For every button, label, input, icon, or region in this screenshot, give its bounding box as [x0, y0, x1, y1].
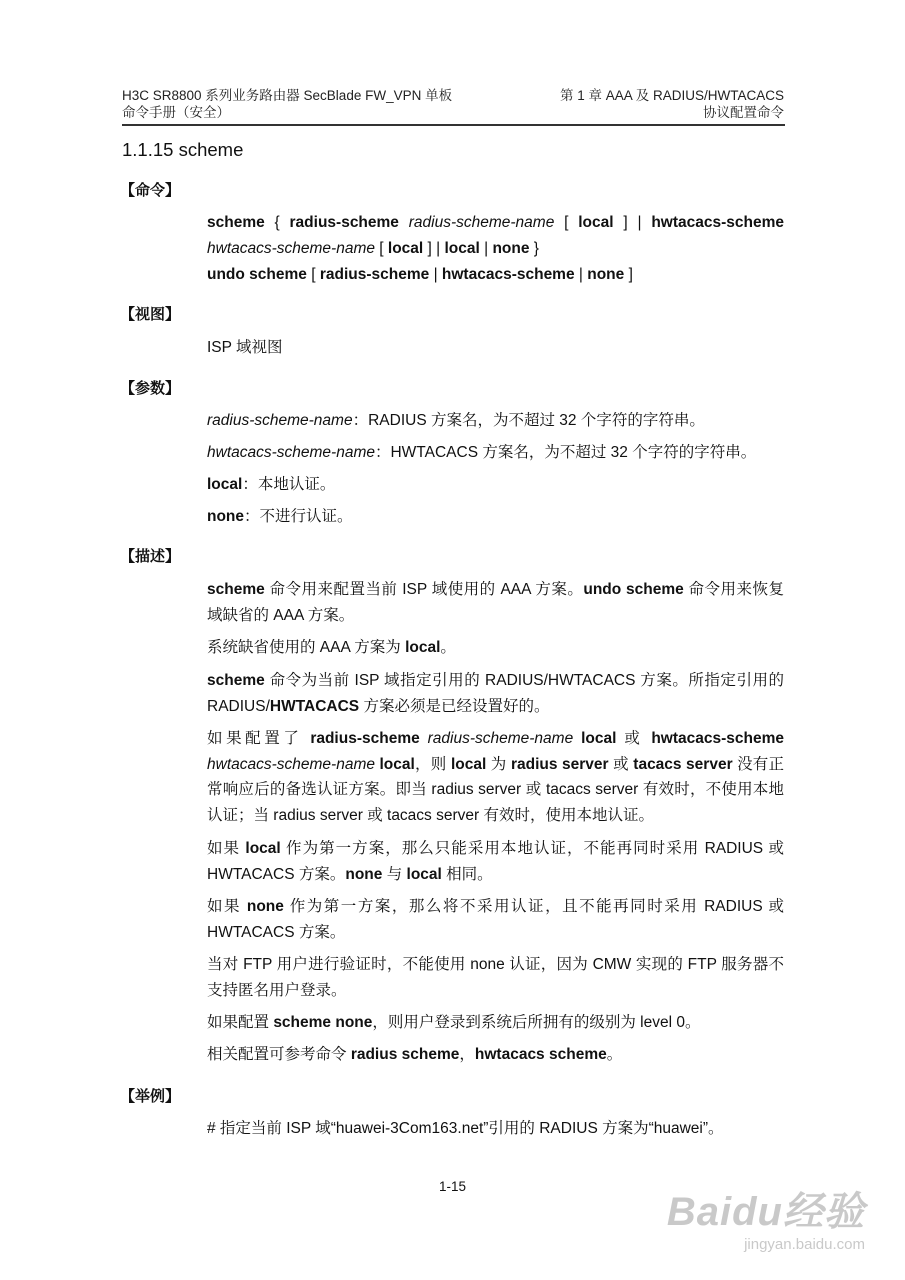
- text-run: ISP 域视图: [207, 339, 283, 356]
- text-run: 为: [486, 755, 511, 773]
- text-run: 当对 FTP 用户进行验证时，不能使用 none 认证，因为 CMW 实现的 FTP 服务器不支持匿名用户登录。: [207, 956, 784, 999]
- text-run: ，: [459, 1046, 475, 1063]
- view-text: [207, 335, 784, 361]
- argument: radius-scheme-name: [427, 730, 574, 747]
- argument: hwtacacs-scheme-name: [207, 239, 375, 257]
- keyword: none: [587, 266, 625, 283]
- text-run: 相同。: [441, 865, 493, 883]
- text-run: 或: [608, 755, 634, 773]
- argument: radius-scheme-name: [207, 412, 353, 429]
- text-run: }: [529, 239, 539, 257]
- text-run: ：本地认证。: [242, 476, 336, 493]
- text-run: ] |: [613, 214, 652, 231]
- command-syntax: [207, 210, 784, 261]
- text-run: 方案必须是已经设置好的。: [359, 697, 550, 715]
- keyword: scheme none: [273, 1014, 373, 1031]
- header-chapter-sub: 协议配置命令: [703, 105, 784, 120]
- keyword: scheme: [207, 214, 265, 231]
- text-run: 如果: [207, 840, 246, 857]
- text-run: 系统缺省使用的 AAA 方案为: [207, 639, 406, 656]
- desc-paragraph: [207, 836, 784, 887]
- header-product: H3C SR8800 系列业务路由器 SecBlade FW_VPN 单板: [122, 88, 453, 103]
- text-run: 如果配置了: [207, 730, 311, 747]
- desc-paragraph: [207, 726, 784, 828]
- baidu-watermark-url: jingyan.baidu.com: [744, 1236, 865, 1253]
- text-run: 与: [382, 865, 407, 883]
- keyword: hwtacacs scheme: [474, 1046, 607, 1063]
- header-rule: [122, 124, 785, 126]
- argument: hwtacacs-scheme-name: [207, 444, 375, 461]
- text-run: ：HWTACACS 方案名，为不超过 32 个字符的字符串。: [374, 444, 757, 461]
- text-run: 作为第一方案，那么将不采用认证，且不能再同时采用 RADIUS 或 HWTACACS 方案。: [207, 898, 784, 941]
- text-run: ，则: [414, 755, 451, 773]
- keyword: none: [492, 239, 530, 257]
- heading-example: 【举例】: [120, 1088, 181, 1105]
- text-run: 如果配置: [207, 1014, 274, 1031]
- desc-paragraph: [207, 1042, 784, 1068]
- text-run: 。: [606, 1046, 623, 1063]
- text-run: 或: [616, 730, 652, 747]
- keyword: local: [450, 755, 487, 773]
- text-run: [573, 730, 581, 747]
- keyword: radius-scheme: [319, 266, 430, 283]
- desc-paragraph: [207, 894, 784, 945]
- text-run: |: [574, 266, 588, 283]
- keyword: local: [207, 476, 243, 493]
- param-item: [207, 408, 784, 434]
- header-right: [560, 87, 784, 121]
- keyword: local: [405, 639, 441, 656]
- page-number: 1-15: [438, 1179, 467, 1194]
- section-title: 1.1.15 scheme: [122, 139, 244, 160]
- keyword: hwtacacs-scheme: [651, 214, 784, 231]
- desc-paragraph: [207, 668, 784, 719]
- keyword: none: [207, 508, 245, 525]
- text-run: ：RADIUS 方案名，为不超过 32 个字符的字符串。: [352, 412, 705, 429]
- header-manual: 命令手册（安全）: [122, 105, 230, 120]
- keyword: radius-scheme: [289, 214, 399, 231]
- keyword: none: [345, 865, 383, 883]
- keyword: local: [444, 239, 480, 257]
- keyword: local: [387, 239, 424, 257]
- text-run: [: [374, 239, 388, 257]
- text-run: [420, 730, 428, 747]
- text-run: [: [554, 214, 579, 231]
- argument: radius-scheme-name: [408, 214, 555, 231]
- param-item: [207, 472, 784, 498]
- heading-desc: 【描述】: [120, 548, 181, 565]
- text-run: 命令用来恢复域缺省的 AAA 方案。: [207, 581, 784, 624]
- desc-paragraph: [207, 1010, 784, 1036]
- keyword: local: [245, 840, 281, 857]
- text-run: 相关配置可参考命令: [207, 1046, 351, 1063]
- param-item: [207, 504, 784, 530]
- text-run: [399, 214, 409, 231]
- text-run: 如果: [207, 898, 247, 915]
- keyword: radius scheme: [350, 1046, 460, 1063]
- keyword: none: [246, 898, 284, 915]
- keyword: HWTACACS: [269, 697, 360, 715]
- text-run: 没有正常响应后的备选认证方案。即当 radius server 或 tacacs server 有效时，不使用本地认证；当 radius server 或 tacacs server 有效时，使用本地认证。: [207, 755, 785, 824]
- heading-view: 【视图】: [120, 306, 181, 323]
- keyword: undo scheme: [207, 266, 307, 283]
- heading-command: 【命令】: [120, 182, 181, 199]
- text-run: 命令为当前 ISP 域指定引用的 RADIUS/HWTACACS 方案。所指定引用的 RADIUS/: [207, 672, 784, 715]
- text-run: |: [479, 239, 493, 257]
- argument: hwtacacs-scheme-name: [207, 755, 375, 773]
- heading-params: 【参数】: [120, 380, 181, 397]
- text-run: 命令用来配置当前 ISP 域使用的 AAA 方案。: [264, 581, 584, 598]
- keyword: hwtacacs-scheme: [651, 730, 784, 747]
- keyword: local: [578, 214, 614, 231]
- keyword: radius server: [510, 755, 609, 773]
- undo-command-syntax: [207, 262, 784, 288]
- desc-paragraph: [207, 952, 784, 1003]
- keyword: local: [379, 755, 415, 773]
- text-run: |: [429, 266, 442, 283]
- text-run: ] |: [423, 239, 445, 257]
- desc-paragraph: [207, 577, 784, 628]
- baidu-watermark-logo: Baidu经验: [666, 1190, 865, 1234]
- keyword: undo scheme: [583, 581, 684, 598]
- keyword: radius-scheme: [310, 730, 420, 747]
- keyword: scheme: [207, 581, 265, 598]
- desc-paragraph: [207, 635, 784, 661]
- keyword: hwtacacs-scheme: [441, 266, 575, 283]
- text-run: [: [306, 266, 320, 283]
- text-run: # 指定当前 ISP 域“huawei-3Com163.net”引用的 RADIUS 方案为“huawei”。: [207, 1120, 724, 1137]
- text-run: ：不进行认证。: [244, 508, 353, 525]
- keyword: local: [406, 865, 442, 883]
- keyword: local: [581, 730, 617, 747]
- header-left: [122, 87, 452, 121]
- example-comment: [207, 1116, 784, 1142]
- text-run: 。: [440, 639, 456, 656]
- text-run: {: [264, 214, 290, 231]
- keyword: tacacs server: [633, 755, 733, 773]
- text-run: ，则用户登录到系统后所拥有的级别为 level 0。: [372, 1014, 701, 1031]
- param-item: [207, 440, 784, 466]
- keyword: scheme: [207, 672, 265, 689]
- header-chapter: 第 1 章 AAA 及 RADIUS/HWTACACS: [559, 88, 784, 103]
- text-run: 作为第一方案，那么只能采用本地认证，不能再同时采用 RADIUS 或 HWTACACS 方案。: [207, 840, 784, 883]
- text-run: ]: [624, 266, 633, 283]
